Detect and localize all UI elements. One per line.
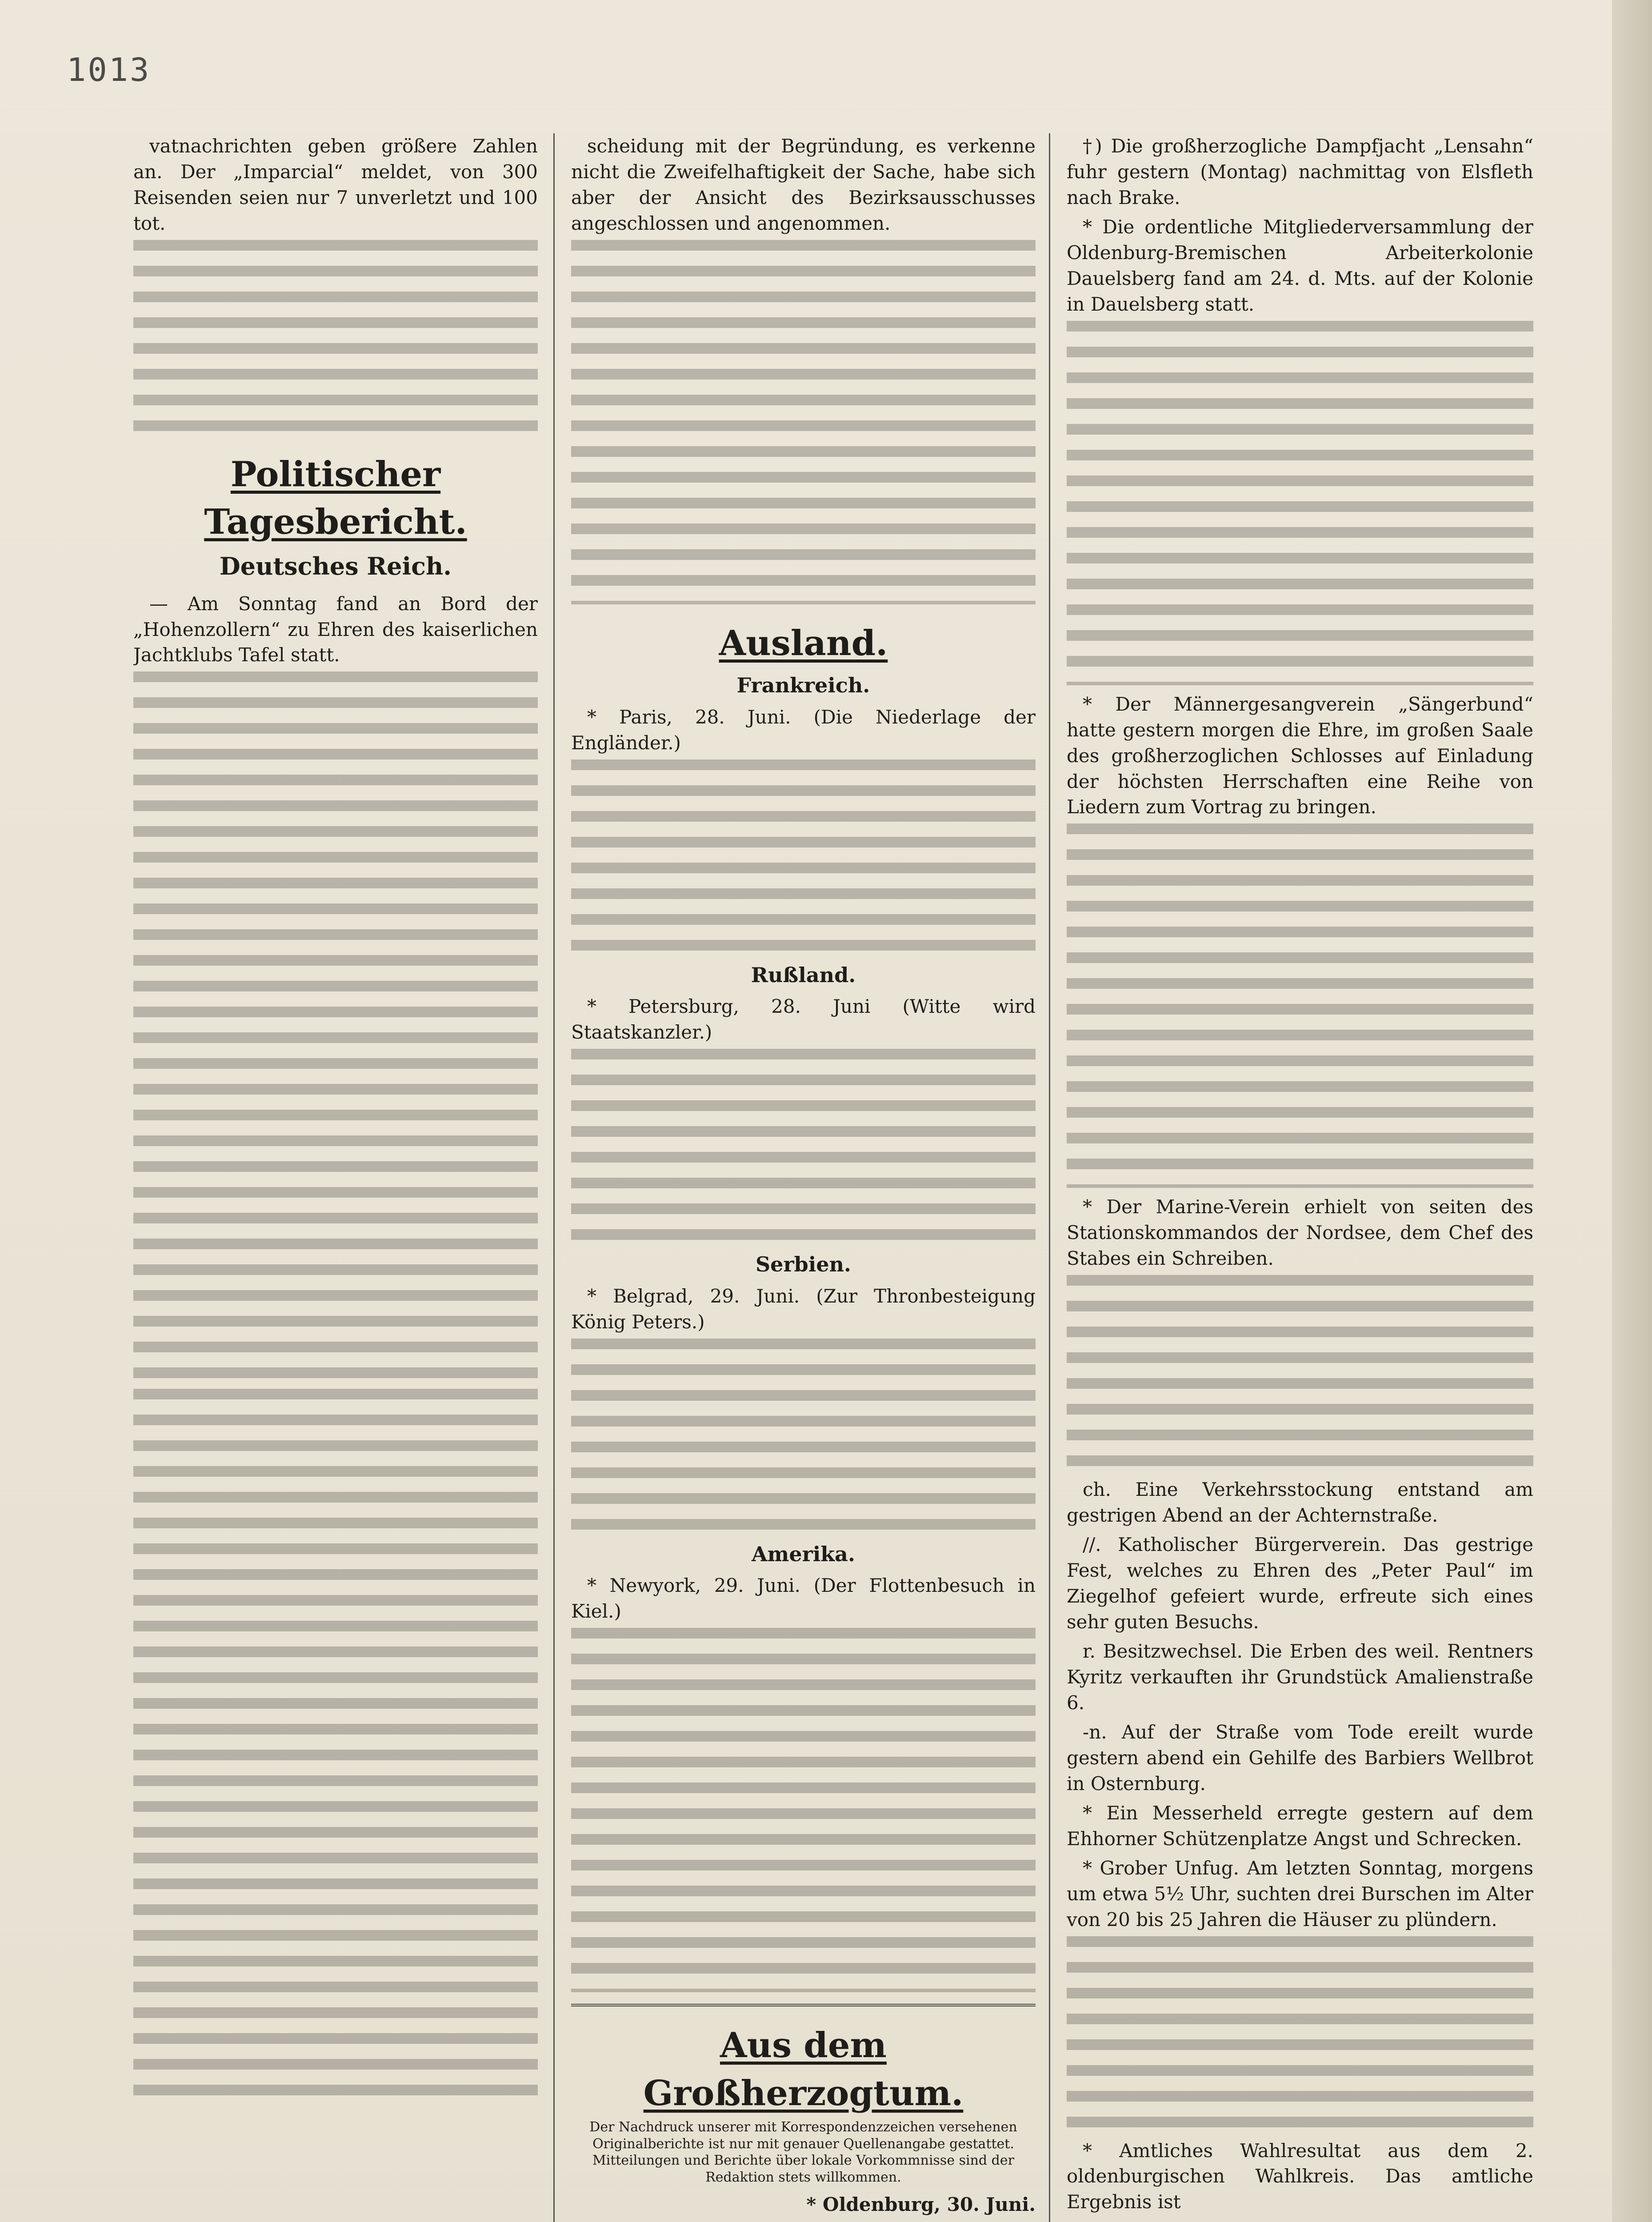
serbien-heading: Serbien. xyxy=(755,1252,852,1277)
col1-text-block xyxy=(133,240,538,436)
col3-text-block-2 xyxy=(1067,823,1533,1188)
column-rule-left xyxy=(553,133,555,2222)
page-number: 1013 xyxy=(67,51,151,88)
russland-heading: Rußland. xyxy=(751,963,856,987)
col3-text-block-3 xyxy=(1067,1275,1533,1471)
petersburg-dispatch: * Petersburg, 28. Juni (Witte wird Staatskanzler.) xyxy=(571,995,1036,1043)
column-2 xyxy=(571,133,1036,2222)
column-rule-right xyxy=(1049,133,1050,2222)
belgrad-dispatch: * Belgrad, 29. Juni. (Zur Thronbesteigung König Peters.) xyxy=(571,1285,1036,1333)
col1-intro: vatnachrichten geben größere Zahlen an. Der „Imparcial“ meldet, von 300 Reisenden seien nur 7 unverletzt und 100 tot. xyxy=(133,135,538,234)
deutsches-reich-heading: Deutsches Reich. xyxy=(219,552,452,581)
petersburg-text xyxy=(571,1049,1036,1244)
tode-ereilt-paragraph: -n. Auf der Straße vom Tode ereilt wurde gestern abend ein Gehilfe des Barbiers Wellbrot in Osternburg. xyxy=(1067,1721,1533,1794)
newyork-text xyxy=(571,1628,1036,1992)
col3-intro: †) Die großherzogliche Dampfjacht „Lensahn“ fuhr gestern (Montag) nachmittag von Elsfleth nach Brake. xyxy=(1067,135,1533,208)
col2-text-block xyxy=(571,240,1036,604)
col1-text-block-3 xyxy=(133,1389,538,2100)
col3-text-block xyxy=(1067,321,1533,685)
page-edge-shadow xyxy=(1612,0,1652,2222)
grober-unfug-paragraph: * Grober Unfug. Am letzten Sonntag, morgens um etwa 5½ Uhr, suchten drei Burschen im Alter von 20 bis 25 Jahren die Häuser zu plündern. xyxy=(1067,1857,1533,1930)
messerheld-paragraph: * Ein Messerheld erregte gestern auf dem Ehhorner Schützenplatze Angst und Schrecken. xyxy=(1067,1802,1533,1850)
newyork-dispatch: * Newyork, 29. Juni. (Der Flottenbesuch in Kiel.) xyxy=(571,1575,1036,1622)
buergerverein-paragraph: //. Katholischer Bürgerverein. Das gestrige Fest, welches zu Ehren des „Peter Paul“ im Ziegelhof gefeiert wurde, erfreute sich eines sehr guten Besuchs. xyxy=(1067,1534,1533,1633)
section-separator xyxy=(571,2004,1036,2006)
mitgliederversammlung-paragraph: * Die ordentliche Mitgliederversammlung der Oldenburg-Bremischen Arbeiterkolonie Dauelsberg fand am 24. d. Mts. auf der Kolonie in Dauelsberg statt. xyxy=(1067,216,1533,315)
col1-first-paragraph: — Am Sonntag fand an Bord der „Hohenzollern“ zu Ehren des kaiserlichen Jachtklubs Tafel statt. xyxy=(133,592,538,666)
frankreich-heading: Frankreich. xyxy=(736,673,870,698)
besitzwechsel-paragraph: r. Besitzwechsel. Die Erben des weil. Rentners Kyritz verkauften ihr Grundstück Amalienstraße 6. xyxy=(1067,1640,1533,1714)
oldenburg-dateline: * Oldenburg, 30. Juni. xyxy=(806,2194,1036,2216)
wahlresultat-paragraph: * Amtliches Wahlresultat aus dem 2. oldenburgischen Wahlkreis. Das amtliche Ergebnis ist xyxy=(1067,2139,1533,2213)
paris-dispatch: * Paris, 28. Juni. (Die Niederlage der Engländer.) xyxy=(571,706,1036,754)
column-3 xyxy=(1067,133,1533,2222)
verkehrsstockung-paragraph: ch. Eine Verkehrsstockung entstand am gestrigen Abend an der Achternstraße. xyxy=(1067,1479,1533,1527)
ausland-heading: Ausland. xyxy=(719,623,888,663)
col2-intro: scheidung mit der Begründung, es verkenne nicht die Zweifelhaftigkeit der Sache, habe sich aber der Ansicht des Bezirksausschusses angeschlossen und angenommen. xyxy=(571,135,1036,234)
politischer-tagesbericht-heading: Politischer Tagesbericht. xyxy=(204,454,467,543)
col1-text-block-2 xyxy=(133,671,538,1383)
paris-text xyxy=(571,759,1036,955)
saengerbund-paragraph: * Der Männergesangverein „Sängerbund“ hatte gestern morgen die Ehre, im großen Saale des großherzoglichen Schlosses auf Einladung der höchsten Herrschaften eine Reihe von Liedern zum Vortrag zu bringen. xyxy=(1067,693,1533,818)
column-1 xyxy=(133,133,538,2222)
grossherzogtum-heading: Aus dem Großherzogtum. xyxy=(643,2025,964,2114)
marine-verein-paragraph: * Der Marine-Verein erhielt von seiten des Stationskommandos der Nordsee, dem Chef des Stabes ein Schreiben. xyxy=(1067,1196,1533,1270)
col3-text-block-4 xyxy=(1067,1936,1533,2132)
amerika-heading: Amerika. xyxy=(751,1542,856,1566)
belgrad-text xyxy=(571,1339,1036,1534)
reprint-notice: Der Nachdruck unserer mit Korrespondenzzeichen versehenen Originalberichte ist nur mit genauer Quellenangabe gestattet. Mitteilungen und Berichte über lokale Vorkommnisse sind der Redaktion stets willkommen. xyxy=(589,2119,1017,2185)
